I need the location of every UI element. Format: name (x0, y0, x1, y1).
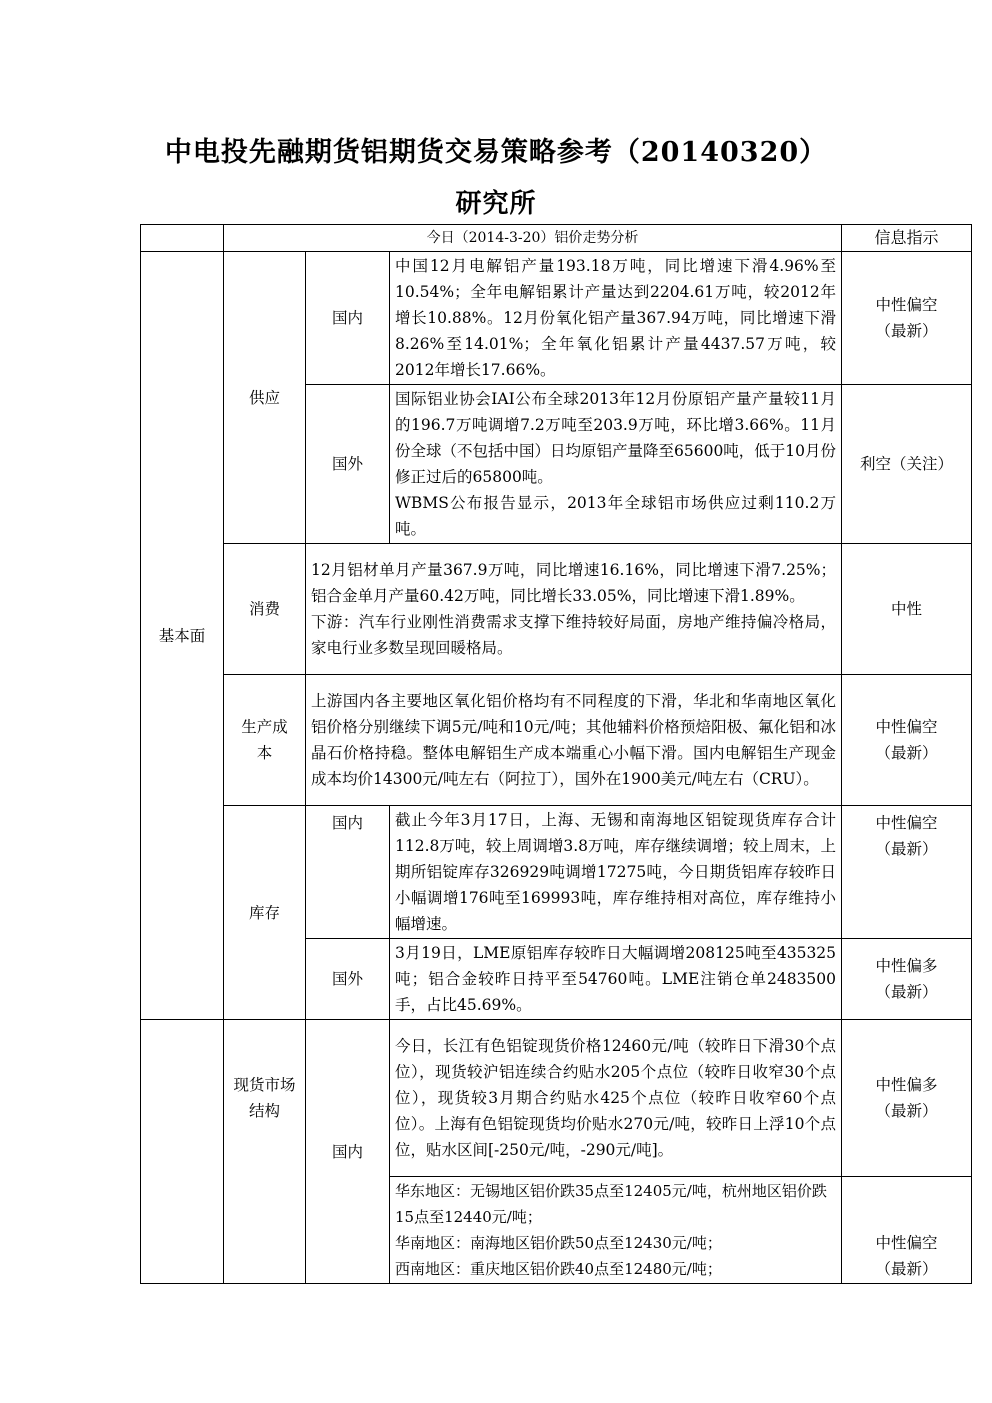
spot-regional-prices (390, 1177, 842, 1284)
signal-note: （最新） (875, 1102, 938, 1120)
inventory-domestic-region: 国内 (306, 806, 390, 939)
inventory-domestic-text: 截止今年3月17日，上海、无锡和南海地区铝锭现货库存合计112.8万吨，较上周调增3.8万吨，库存继续调增；较上周末，上期所铝锭库存326929吨调增17275吨，今日期货铝库存较昨日小幅调增176吨至169993吨，库存维持相对高位，库存维持小幅增速。 (390, 806, 842, 939)
inventory-overseas-region: 国外 (306, 939, 390, 1020)
cost-row (141, 675, 972, 806)
spot-label: 现货市场结构 (224, 1020, 306, 1177)
supply-domestic-signal (842, 252, 972, 385)
supply-overseas-text (390, 385, 842, 544)
header-signal: 信息指示 (842, 225, 972, 252)
fundamentals-continuation (141, 1020, 224, 1177)
spot-row-2 (141, 1177, 972, 1284)
consumption-paragraph-1: 12月铝材单月产量367.9万吨，同比增速16.16%，同比增速下滑7.25%；铝合金单月产量60.42万吨，同比增长33.05%，同比增速下滑1.89%。 (311, 561, 837, 605)
header-row (141, 225, 972, 252)
consumption-label: 消费 (224, 544, 306, 675)
spot-label-continuation (224, 1177, 306, 1284)
signal-text: 中性偏空 (875, 1234, 938, 1252)
supply-domestic-region: 国内 (306, 252, 390, 385)
signal-note: （最新） (875, 744, 938, 762)
spot-east-china: 华东地区：无锡地区铝价跌35点至12405元/吨，杭州地区铝价跌15点至12440元/吨； (395, 1182, 827, 1226)
inventory-overseas-signal (842, 939, 972, 1020)
signal-text: 中性偏多 (875, 1076, 938, 1094)
inventory-label: 库存 (224, 806, 306, 1020)
spot-signal-a (842, 1020, 972, 1177)
supply-domestic-text: 中国12月电解铝产量193.18万吨，同比增速下滑4.96%至10.54%；全年电解铝累计产量达到2204.61万吨，较2012年增长10.88%。12月份氧化铝产量367.94万吨，同比增速下滑8.26%至14.01%；全年氧化铝累计产量4437.57万吨，较2012年增长17.66%。 (390, 252, 842, 385)
signal-note: （最新） (875, 1260, 938, 1278)
signal-text: 中性偏多 (875, 957, 938, 975)
document-title: 中电投先融期货铝期货交易策略参考（20140320） (164, 137, 828, 168)
inventory-domestic-signal (842, 806, 972, 939)
consumption-signal: 中性 (842, 544, 972, 675)
supply-overseas-region: 国外 (306, 385, 390, 544)
fundamentals-label: 基本面 (141, 252, 224, 1020)
fundamentals-continuation-2 (141, 1177, 224, 1284)
spot-southwest-china: 西南地区：重庆地区铝价跌40点至12480元/吨； (395, 1260, 722, 1278)
signal-note: （最新） (875, 983, 938, 1001)
spot-signal-b (842, 1177, 972, 1284)
signal-text: 中性偏空 (875, 718, 938, 736)
strategy-table (140, 224, 972, 1284)
signal-text: 中性偏空 (875, 814, 938, 832)
consumption-paragraph-2: 下游：汽车行业刚性消费需求支撑下维持较好局面，房地产维持偏冷格局，家电行业多数呈现回暖格局。 (311, 613, 837, 657)
signal-text: 中性偏空 (875, 296, 938, 314)
cost-signal (842, 675, 972, 806)
inventory-domestic-row (141, 806, 972, 939)
spot-south-china: 华南地区：南海地区铝价跌50点至12430元/吨； (395, 1234, 722, 1252)
signal-note: （最新） (875, 840, 938, 858)
cost-label: 生产成本 (224, 675, 306, 806)
spot-row-1 (141, 1020, 972, 1177)
supply-overseas-paragraph-2: WBMS公布报告显示，2013年全球铝市场供应过剩110.2万吨。 (395, 494, 837, 538)
signal-note: （最新） (875, 322, 938, 340)
supply-label: 供应 (224, 252, 306, 544)
supply-domestic-row (141, 252, 972, 385)
supply-overseas-paragraph-1: 国际铝业协会IAI公布全球2013年12月份原铝产量产量较11月的196.7万吨调增7.2万吨至203.9万吨，环比增3.66%。11月份全球（不包括中国）日均原铝产量降至65600吨，低于10月份修正过后的65800吨。 (395, 390, 837, 486)
inventory-overseas-text: 3月19日，LME原铝库存较昨日大幅调增208125吨至435325吨；铝合金较昨日持平至54760吨。LME注销仓单2483500手，占比45.69%。 (390, 939, 842, 1020)
consumption-row (141, 544, 972, 675)
spot-region: 国内 (306, 1020, 390, 1284)
header-analysis: 今日（2014-3-20）铝价走势分析 (224, 225, 842, 252)
header-blank (141, 225, 224, 252)
consumption-text (306, 544, 842, 675)
document-subtitle: 研究所 (455, 189, 537, 219)
supply-overseas-signal: 利空（关注） (842, 385, 972, 544)
cost-text: 上游国内各主要地区氧化铝价格均有不同程度的下滑，华北和华南地区氧化铝价格分别继续下调5元/吨和10元/吨；其他辅料价格预焙阳极、氟化铝和冰晶石价格持稳。整体电解铝生产成本端重心小幅下滑。国内电解铝生产现金成本均价14300元/吨左右（阿拉丁），国外在1900美元/吨左右（CRU）。 (306, 675, 842, 806)
spot-text: 今日，长江有色铝锭现货价格12460元/吨（较昨日下滑30个点位），现货较沪铝连续合约贴水205个点位（较昨日收窄30个点位），现货较3月期合约贴水425个点位（较昨日收窄60个点位）。上海有色铝锭现货均价贴水270元/吨，较昨日上浮10个点位，贴水区间[-250元/吨，-290元/吨]。 (390, 1020, 842, 1177)
